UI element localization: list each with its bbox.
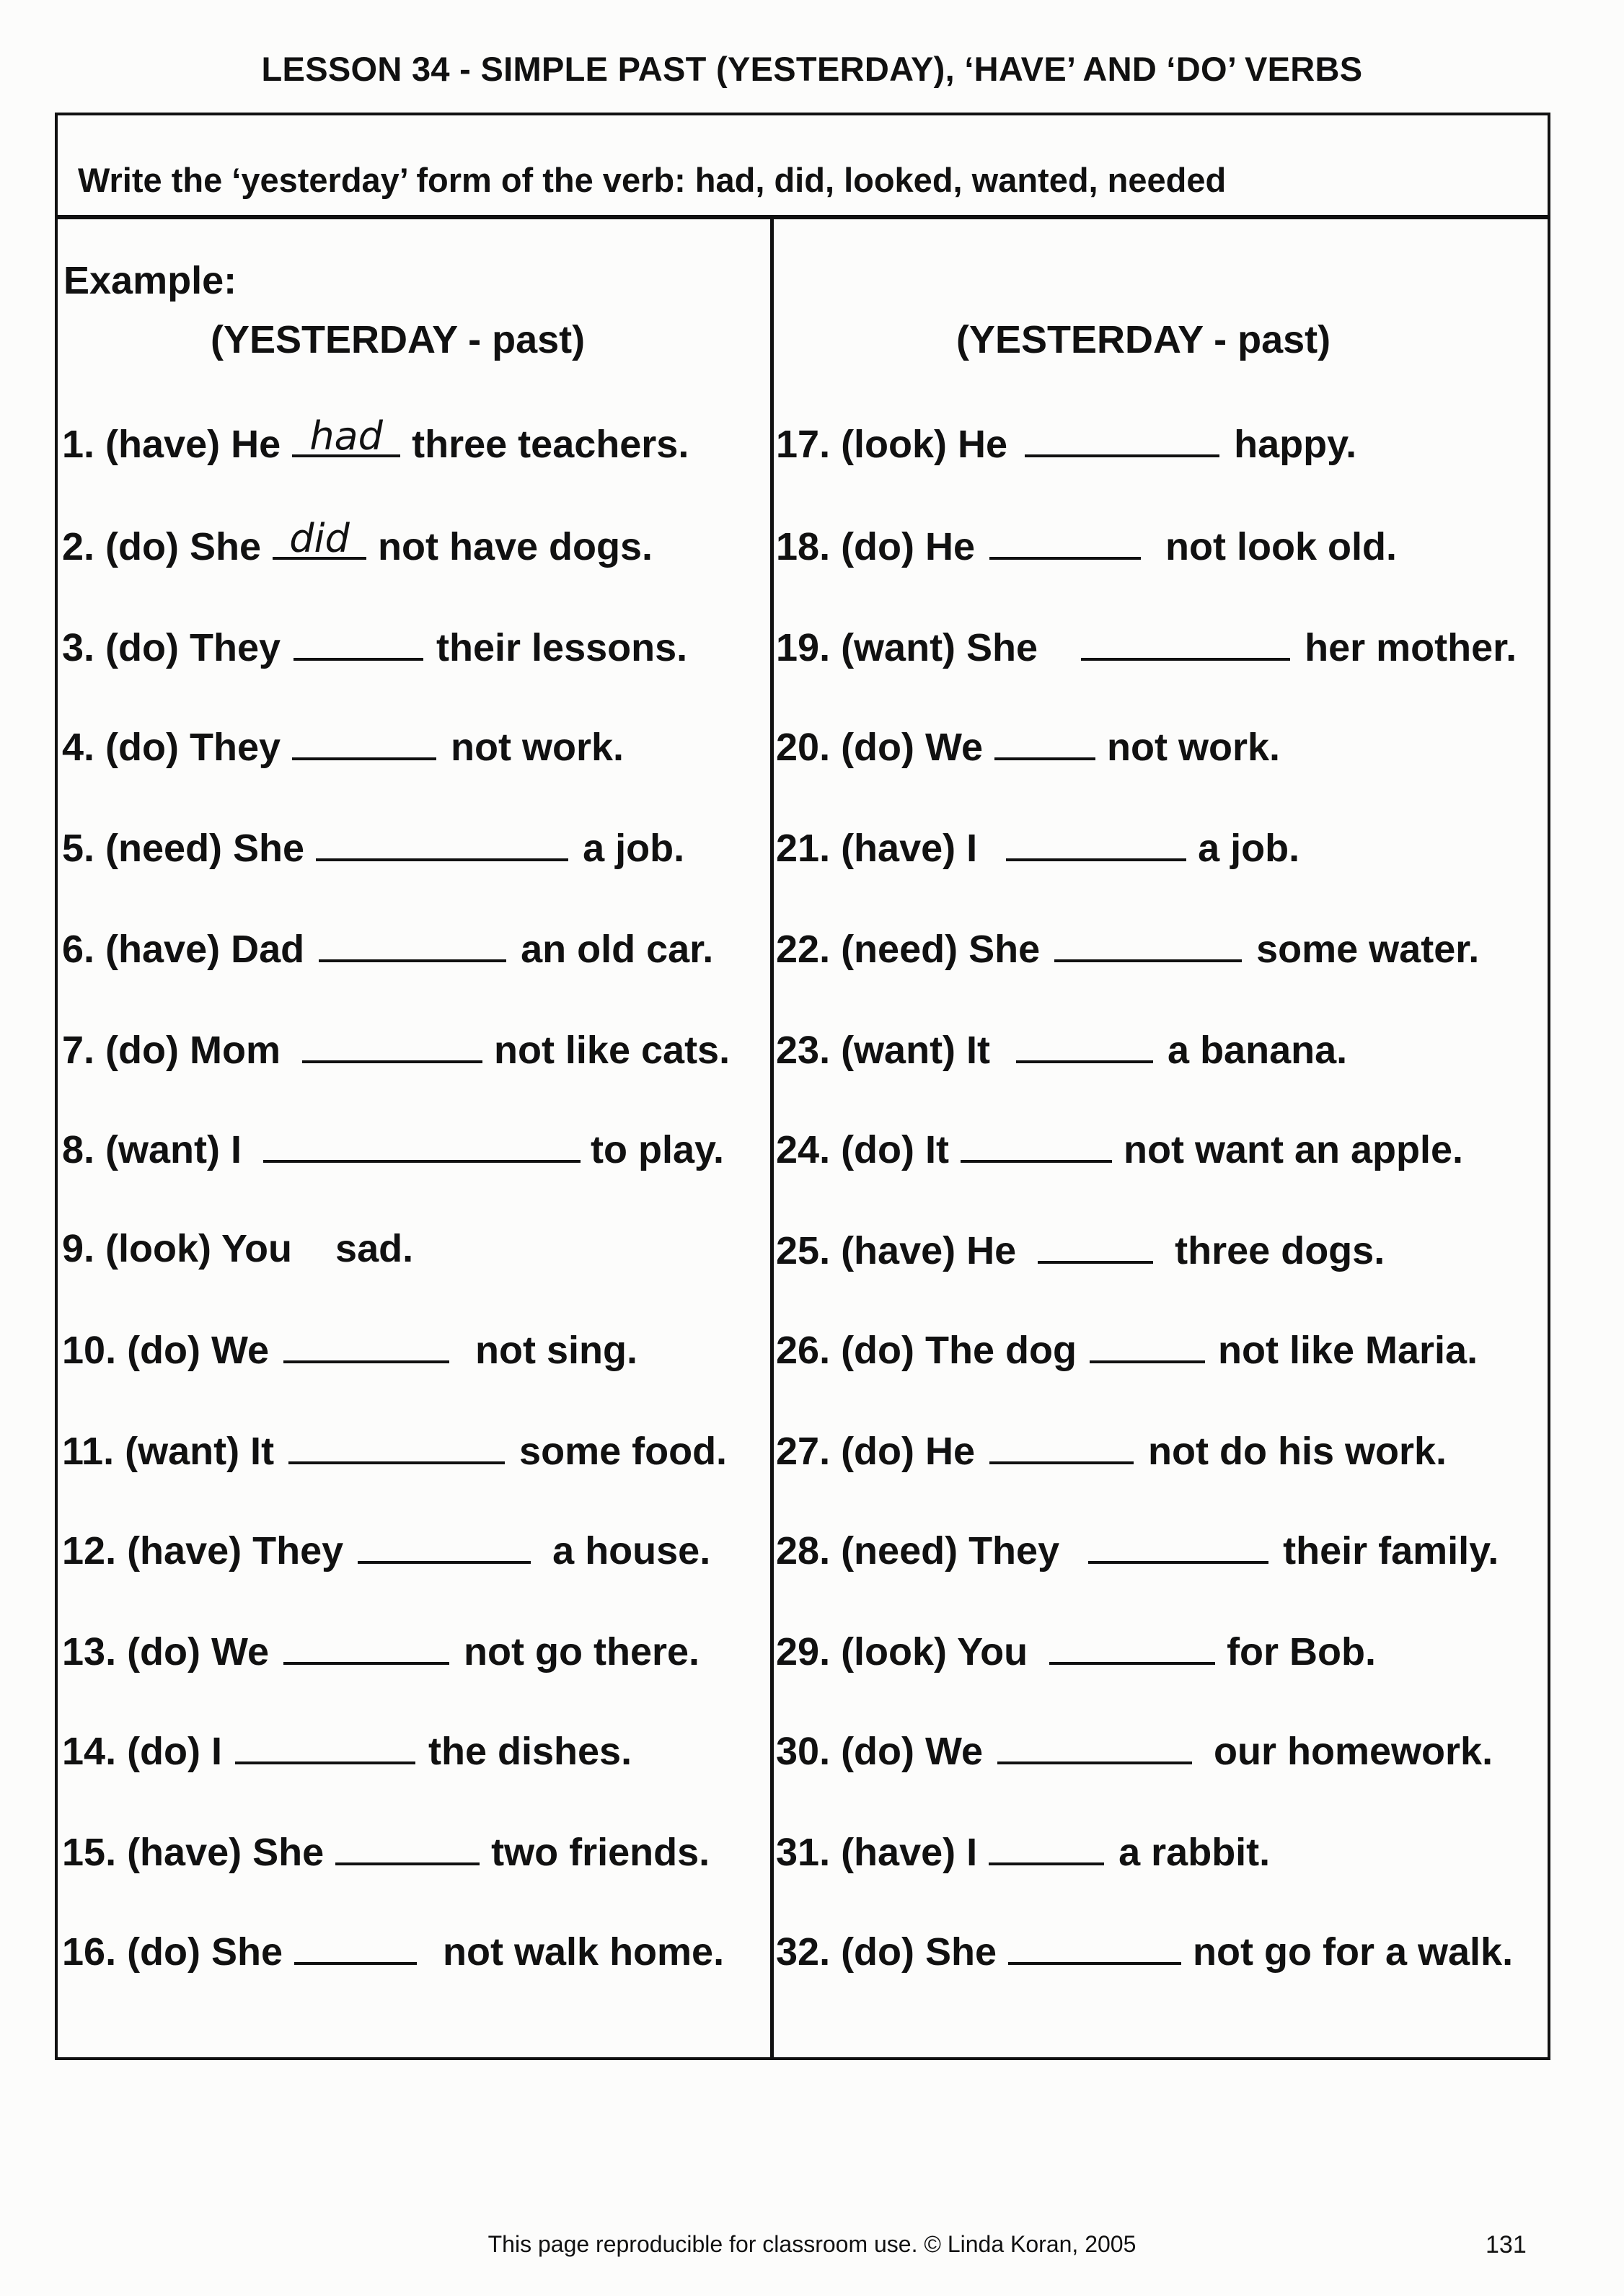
item-suffix: two friends.: [491, 1831, 710, 1874]
exercise-item: [62, 413, 689, 468]
item-suffix: not work.: [1107, 726, 1281, 769]
answer-blank[interactable]: [283, 1324, 449, 1363]
exercise-item: [776, 622, 1517, 672]
item-suffix: their lessons.: [436, 626, 688, 669]
item-suffix: a rabbit.: [1118, 1831, 1271, 1874]
item-suffix: happy.: [1234, 423, 1357, 466]
answer-blank[interactable]: [1054, 923, 1242, 962]
exercise-item: [776, 1926, 1513, 1976]
answer-blank[interactable]: [302, 1024, 482, 1063]
column-header-left: (YESTERDAY - past): [211, 318, 586, 361]
exercise-item: [776, 1826, 1270, 1876]
footer-copyright: This page reproducible for classroom use. © Linda Koran, 2005: [487, 2231, 1137, 2257]
answer-blank[interactable]: [263, 1124, 581, 1163]
answer-blank[interactable]: [358, 1525, 531, 1564]
exercise-item: [62, 1425, 727, 1475]
item-suffix: a job.: [1198, 827, 1300, 870]
answer-blank[interactable]: [1090, 1324, 1205, 1363]
example-label: Example:: [63, 259, 237, 302]
instructions: Write the ‘yesterday’ form of the verb: had, did, looked, wanted, needed: [58, 115, 1548, 219]
exercise-item: [62, 1626, 700, 1676]
exercise-item: [62, 923, 713, 973]
item-prompt: 31. (have) I: [776, 1831, 978, 1874]
answer-blank[interactable]: [989, 1826, 1104, 1865]
answer-blank[interactable]: [1008, 1926, 1181, 1965]
exercise-item: [62, 1525, 710, 1575]
item-prompt: 30. (do) We: [776, 1730, 984, 1773]
item-prompt: 2. (do) She: [62, 525, 262, 568]
answer-blank[interactable]: [273, 516, 366, 561]
exercise-item: [776, 418, 1356, 468]
answer-blank[interactable]: [316, 822, 568, 861]
item-suffix: the dishes.: [428, 1730, 632, 1773]
exercise-item: [776, 1626, 1376, 1676]
exercise-item: [62, 1826, 710, 1876]
exercise-item: [776, 1024, 1347, 1074]
item-prompt: 15. (have) She: [62, 1831, 325, 1874]
exercise-item: [62, 1225, 413, 1272]
answer-blank[interactable]: [961, 1124, 1112, 1163]
handwritten-answer: did: [289, 516, 350, 561]
item-suffix: their family.: [1283, 1529, 1499, 1573]
answer-blank[interactable]: [1049, 1626, 1215, 1665]
item-prompt: 19. (want) She: [776, 626, 1038, 669]
answer-blank[interactable]: [335, 1826, 480, 1865]
exercise-item: [62, 721, 624, 771]
item-prompt: 24. (do) It: [776, 1128, 949, 1171]
item-prompt: 16. (do) She: [62, 1930, 283, 1974]
item-prompt: 27. (do) He: [776, 1430, 976, 1473]
item-prompt: 13. (do) We: [62, 1630, 270, 1673]
item-prompt: 9. (look) You: [62, 1227, 293, 1270]
item-prompt: 28. (need) They: [776, 1529, 1060, 1573]
item-prompt: 4. (do) They: [62, 726, 281, 769]
answer-blank[interactable]: [292, 413, 400, 459]
exercise-item: [776, 1725, 1493, 1775]
exercise-item: [62, 516, 653, 571]
item-prompt: 10. (do) We: [62, 1329, 270, 1372]
answer-blank[interactable]: [1016, 1024, 1153, 1063]
item-prompt: 23. (want) It: [776, 1029, 991, 1072]
item-suffix: three dogs.: [1175, 1229, 1385, 1272]
exercise-item: [776, 1225, 1385, 1275]
item-prompt: 25. (have) He: [776, 1229, 1017, 1272]
item-suffix: not like cats.: [493, 1029, 731, 1072]
item-prompt: 26. (do) The dog: [776, 1329, 1077, 1372]
exercise-item: [776, 721, 1280, 771]
exercise-item: [776, 1124, 1463, 1174]
item-suffix: three teachers.: [412, 423, 689, 466]
exercise-item: [62, 1926, 724, 1976]
exercise-item: [776, 1525, 1499, 1575]
item-prompt: 5. (need) She: [62, 827, 305, 870]
page-title: LESSON 34 - SIMPLE PAST (YESTERDAY), ‘HAVE’ AND ‘DO’ VERBS: [261, 50, 1363, 88]
item-suffix: a banana.: [1168, 1029, 1348, 1072]
answer-blank[interactable]: [292, 721, 436, 760]
exercise-item: [776, 923, 1479, 973]
item-suffix: an old car.: [521, 928, 714, 971]
item-suffix: not go for a walk.: [1193, 1930, 1514, 1974]
item-suffix: not work.: [451, 726, 625, 769]
answer-blank[interactable]: [294, 1926, 417, 1965]
answer-blank[interactable]: [989, 521, 1141, 560]
item-suffix: a house.: [552, 1529, 711, 1573]
answer-blank[interactable]: [294, 622, 423, 661]
item-suffix: for Bob.: [1227, 1630, 1377, 1673]
exercise-item: [62, 1324, 637, 1374]
answer-blank[interactable]: [1038, 1225, 1153, 1264]
item-prompt: 14. (do) I: [62, 1730, 223, 1773]
item-suffix: not like Maria.: [1217, 1329, 1478, 1372]
item-suffix: not do his work.: [1148, 1430, 1447, 1473]
item-suffix: not go there.: [464, 1630, 700, 1673]
item-prompt: 7. (do) Mom: [62, 1029, 281, 1072]
exercise-item: [776, 521, 1397, 571]
exercise-item: [62, 822, 684, 872]
answer-blank[interactable]: [997, 1725, 1192, 1764]
item-prompt: 32. (do) She: [776, 1930, 997, 1974]
answer-blank[interactable]: [1088, 1525, 1268, 1564]
answer-blank[interactable]: [319, 923, 506, 962]
item-suffix: not want an apple.: [1124, 1128, 1464, 1171]
answer-blank[interactable]: [1006, 822, 1186, 861]
item-prompt: 29. (look) You: [776, 1630, 1028, 1673]
answer-blank[interactable]: [283, 1626, 449, 1665]
exercise-item: [62, 1124, 724, 1174]
item-prompt: 3. (do) They: [62, 626, 281, 669]
answer-blank[interactable]: [1081, 622, 1290, 661]
handwritten-answer: had: [309, 413, 383, 459]
item-suffix: some food.: [519, 1430, 728, 1473]
item-suffix: our homework.: [1214, 1730, 1493, 1773]
item-suffix: a job.: [583, 827, 685, 870]
answer-blank[interactable]: [994, 721, 1095, 760]
item-prompt: 1. (have) He: [62, 423, 281, 466]
item-prompt: 8. (want) I: [62, 1128, 242, 1171]
exercise-item: [776, 1324, 1478, 1374]
exercise-item: [776, 822, 1299, 872]
answer-blank[interactable]: [288, 1425, 505, 1464]
exercise-item: [62, 622, 687, 672]
item-prompt: 22. (need) She: [776, 928, 1041, 971]
item-prompt: 20. (do) We: [776, 726, 984, 769]
item-suffix: not look old.: [1165, 525, 1397, 568]
exercise-item: [62, 1024, 730, 1074]
item-suffix: some water.: [1256, 928, 1480, 971]
item-suffix: not walk home.: [443, 1930, 725, 1974]
item-prompt: 18. (do) He: [776, 525, 976, 568]
exercise-item: [776, 1425, 1447, 1475]
item-prompt: 6. (have) Dad: [62, 928, 305, 971]
item-suffix: not sing.: [475, 1329, 638, 1372]
item-suffix: not have dogs.: [378, 525, 653, 568]
item-prompt: 12. (have) They: [62, 1529, 344, 1573]
answer-blank[interactable]: [235, 1725, 415, 1764]
item-suffix: to play.: [591, 1128, 725, 1171]
answer-blank[interactable]: [1025, 418, 1219, 457]
column-divider: [770, 219, 774, 2060]
item-prompt: 11. (want) It: [62, 1430, 275, 1473]
item-prompt: 21. (have) I: [776, 827, 978, 870]
column-header-right: (YESTERDAY - past): [956, 318, 1331, 361]
page-number: 131: [1486, 2231, 1527, 2258]
item-suffix: her mother.: [1305, 626, 1517, 669]
answer-blank[interactable]: [989, 1425, 1134, 1464]
exercise-item: [62, 1725, 632, 1775]
item-prompt: 17. (look) He: [776, 423, 1008, 466]
item-suffix: sad.: [335, 1227, 414, 1270]
